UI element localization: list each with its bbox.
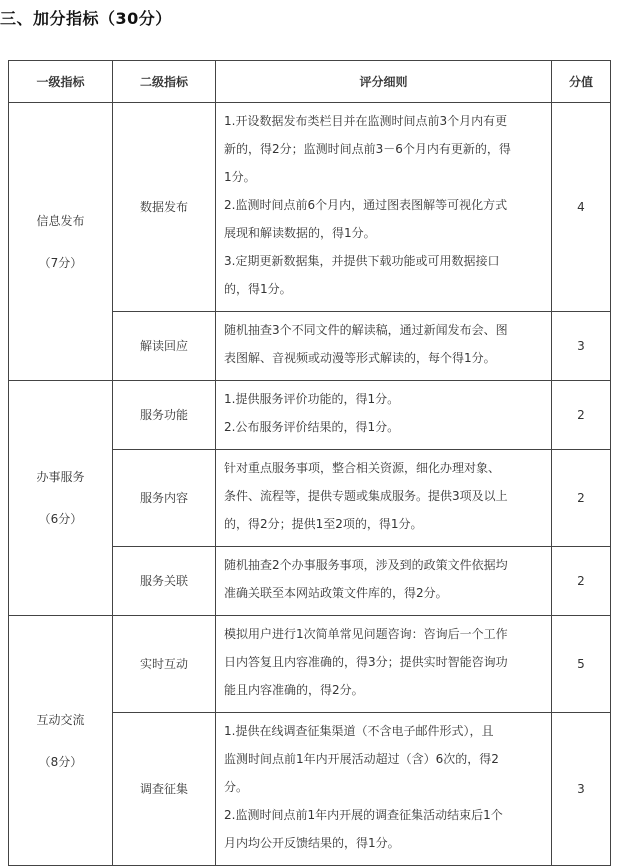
detail-line: 条件、流程等，提供专题或集成服务。提供3项及以上 — [224, 489, 508, 503]
detail-line: 1.提供服务评价功能的，得1分。 — [224, 392, 400, 406]
detail-line: 的，得1分。 — [224, 282, 292, 296]
subcategory-name: 服务内容 — [113, 450, 216, 547]
detail-line: 随机抽查2个办事服务事项，涉及到的政策文件依据均 — [224, 558, 508, 572]
category-score: （8分） — [38, 754, 83, 769]
detail-line: 2.监测时间点前1年内开展的调查征集活动结束后1个 — [224, 808, 503, 822]
category-score: （6分） — [38, 512, 83, 526]
detail-line: 3.定期更新数据集，并提供下载功能或可用数据接口 — [224, 254, 500, 268]
subcategory-name: 服务功能 — [113, 381, 216, 450]
points-value: 2 — [552, 381, 611, 450]
detail-line: 1分。 — [224, 170, 256, 184]
section-heading: 三、加分指标（30分） — [0, 9, 172, 28]
detail-line: 1.开设数据发布类栏目并在监测时间点前3个月内有更 — [224, 114, 508, 128]
points-value: 2 — [552, 547, 611, 616]
detail-line: 随机抽查3个不同文件的解读稿，通过新闻发布会、图 — [224, 323, 508, 337]
subcategory-name: 服务关联 — [113, 547, 216, 616]
category-name: 互动交流 — [36, 712, 85, 727]
subcategory-name: 解读回应 — [113, 312, 216, 381]
detail-line: 能且内容准确的，得2分。 — [224, 683, 364, 697]
detail-line: 1.提供在线调查征集渠道（不含电子邮件形式），且 — [224, 724, 494, 738]
category-cell-interaction — [9, 616, 113, 866]
detail-line: 日内答复且内容准确的，得3分；提供实时智能咨询功 — [224, 655, 508, 669]
points-value: 3 — [552, 312, 611, 381]
header-points: 分值 — [552, 61, 611, 103]
category-cell-service — [9, 381, 113, 616]
detail-line: 的，得2分；提供1至2项的，得1分。 — [224, 517, 423, 531]
subcategory-name: 数据发布 — [113, 103, 216, 312]
scoring-detail — [216, 547, 552, 616]
detail-line: 针对重点服务事项，整合相关资源，细化办理对象、 — [224, 461, 501, 475]
detail-line: 表图解、音视频或动漫等形式解读的，每个得1分。 — [224, 351, 496, 365]
detail-line: 新的，得2分；监测时间点前3－6个月内有更新的，得 — [224, 142, 511, 156]
category-name: 办事服务 — [36, 470, 85, 484]
category-cell-info — [9, 103, 113, 381]
scoring-detail — [216, 450, 552, 547]
scoring-detail — [216, 381, 552, 450]
header-primary-indicator: 一级指标 — [9, 61, 113, 103]
table-header-row — [9, 61, 611, 103]
category-score: （7分） — [38, 255, 83, 270]
detail-line: 2.公布服务评价结果的，得1分。 — [224, 420, 400, 434]
subcategory-name: 实时互动 — [113, 616, 216, 713]
table-row — [9, 103, 611, 312]
scoring-table — [8, 60, 611, 866]
points-value: 5 — [552, 616, 611, 713]
detail-line: 展现和解读数据的，得1分。 — [224, 226, 376, 240]
scoring-detail — [216, 713, 552, 866]
detail-line: 2.监测时间点前6个月内，通过图表图解等可视化方式 — [224, 198, 508, 212]
scoring-detail — [216, 616, 552, 713]
detail-line: 月内均公开反馈结果的，得1分。 — [224, 836, 400, 850]
detail-line: 模拟用户进行1次简单常见问题咨询：咨询后一个工作 — [224, 627, 508, 641]
category-name: 信息发布 — [36, 213, 85, 228]
scoring-detail — [216, 103, 552, 312]
scoring-detail — [216, 312, 552, 381]
detail-line: 监测时间点前1年内开展活动超过（含）6次的，得2 — [224, 752, 499, 766]
detail-line: 准确关联至本网站政策文件库的，得2分。 — [224, 586, 448, 600]
header-scoring-rules: 评分细则 — [216, 61, 552, 103]
table-row — [9, 381, 611, 450]
points-value: 4 — [552, 103, 611, 312]
table-row — [9, 616, 611, 713]
subcategory-name: 调查征集 — [113, 713, 216, 866]
detail-line: 分。 — [224, 780, 249, 794]
header-secondary-indicator: 二级指标 — [113, 61, 216, 103]
points-value: 3 — [552, 713, 611, 866]
points-value: 2 — [552, 450, 611, 547]
